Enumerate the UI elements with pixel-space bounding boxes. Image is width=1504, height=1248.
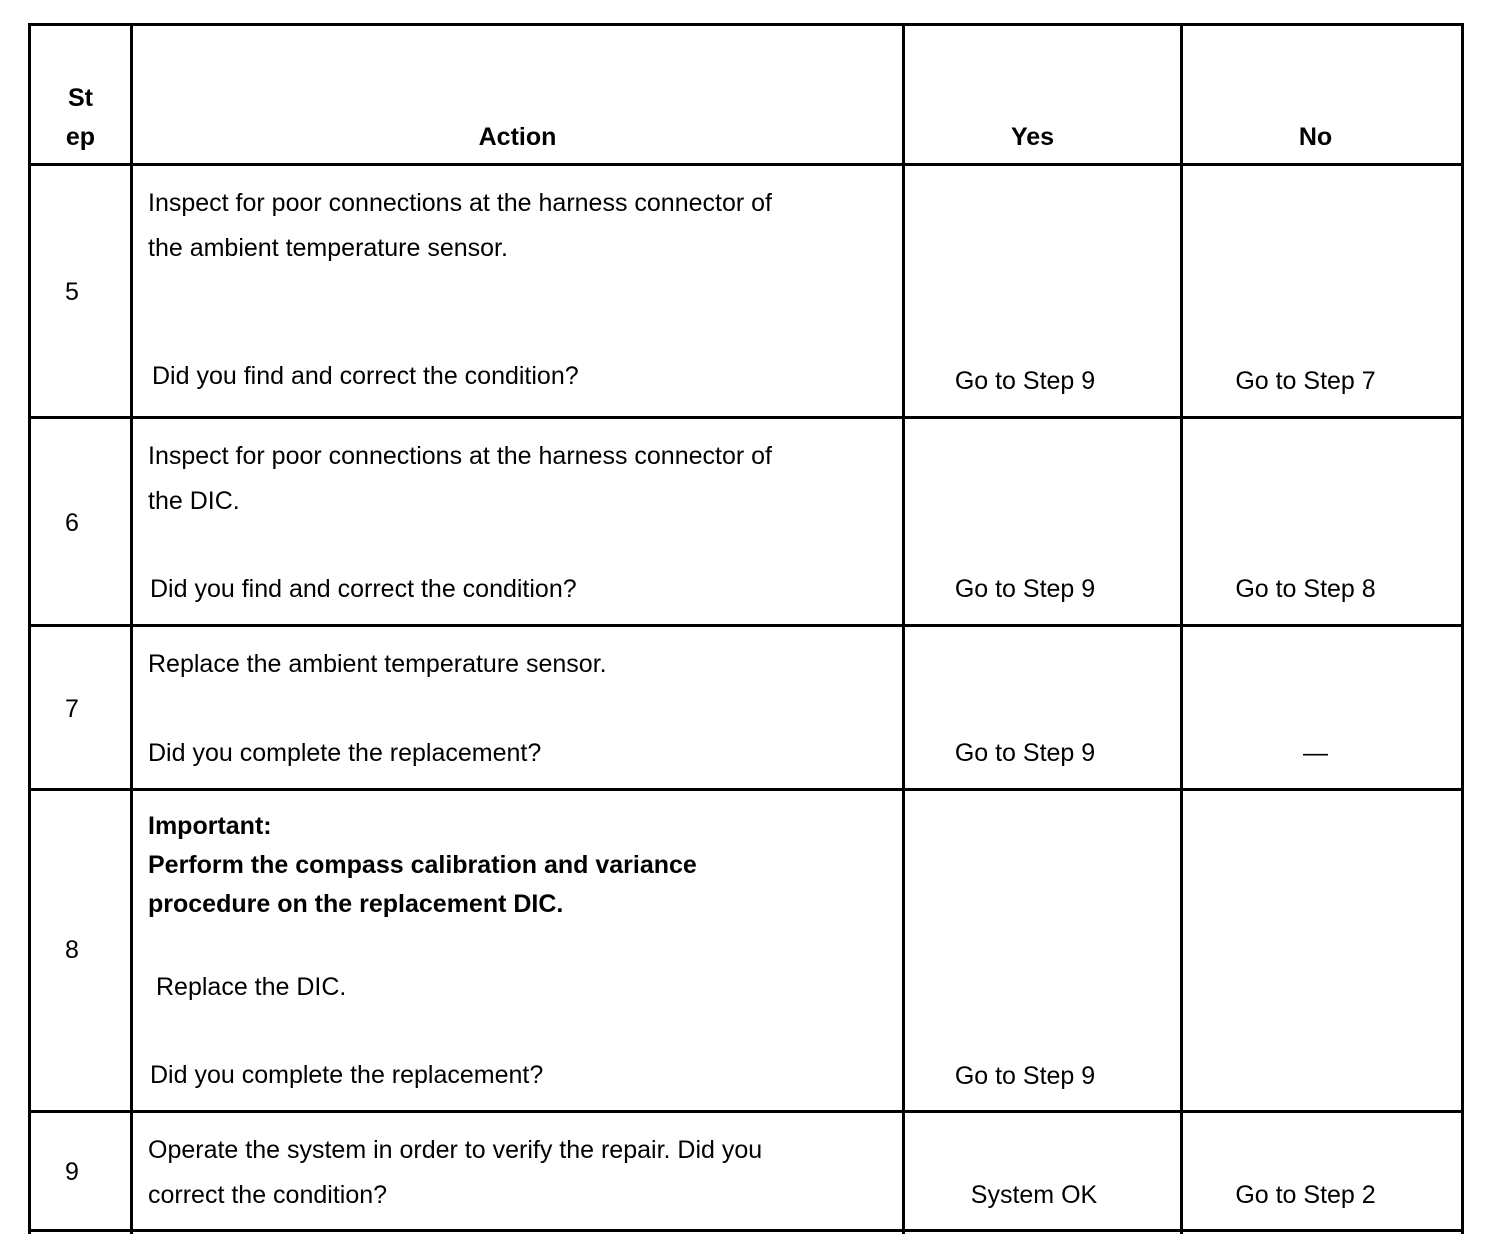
action-question: Did you complete the replacement? — [150, 1061, 544, 1089]
yes-result: Go to Step 9 — [954, 575, 1096, 603]
table-border-right — [1461, 24, 1464, 1234]
no-result: — — [1303, 739, 1328, 767]
header-step-line1: St — [68, 84, 93, 112]
row-divider — [28, 416, 1464, 419]
header-action: Action — [478, 123, 557, 151]
step-number: 5 — [65, 278, 79, 306]
column-divider — [902, 24, 905, 1234]
no-result: Go to Step 7 — [1235, 367, 1376, 395]
no-result: Go to Step 2 — [1235, 1181, 1376, 1209]
important-note: procedure on the replacement DIC. — [148, 890, 564, 918]
header-step-line2: ep — [65, 123, 96, 151]
header-divider — [28, 163, 1464, 166]
action-question: Did you find and correct the condition? — [150, 575, 577, 603]
step-number: 8 — [65, 936, 79, 964]
action-question: Did you find and correct the condition? — [152, 362, 579, 390]
table-border-top — [28, 23, 1464, 26]
header-yes: Yes — [1010, 123, 1055, 151]
row-divider — [28, 1110, 1464, 1113]
row-divider — [28, 788, 1464, 791]
table-border-bottom — [28, 1229, 1464, 1232]
action-text: Inspect for poor connections at the harness connector of — [148, 189, 772, 217]
action-text: Inspect for poor connections at the harness connector of — [148, 442, 772, 470]
table-border-left — [28, 24, 31, 1234]
column-divider — [130, 24, 133, 1234]
action-text: Replace the DIC. — [156, 973, 347, 1001]
step-number: 7 — [65, 695, 79, 723]
column-divider — [1180, 24, 1183, 1234]
action-question: Did you complete the replacement? — [148, 739, 542, 767]
step-number: 9 — [65, 1158, 79, 1186]
header-no: No — [1298, 123, 1333, 151]
action-text: Replace the ambient temperature sensor. — [148, 650, 607, 678]
yes-result: Go to Step 9 — [954, 367, 1096, 395]
no-result: Go to Step 8 — [1235, 575, 1376, 603]
action-text: the ambient temperature sensor. — [148, 234, 508, 262]
action-text: Operate the system in order to verify the repair. Did you — [148, 1136, 763, 1164]
yes-result: Go to Step 9 — [954, 739, 1096, 767]
row-divider — [28, 624, 1464, 627]
important-label: Important: — [148, 812, 272, 840]
yes-result: System OK — [970, 1181, 1098, 1209]
action-question: correct the condition? — [148, 1181, 388, 1209]
action-text: the DIC. — [148, 487, 240, 515]
step-number: 6 — [65, 509, 79, 537]
yes-result: Go to Step 9 — [954, 1062, 1096, 1090]
important-note: Perform the compass calibration and variance — [148, 851, 697, 879]
